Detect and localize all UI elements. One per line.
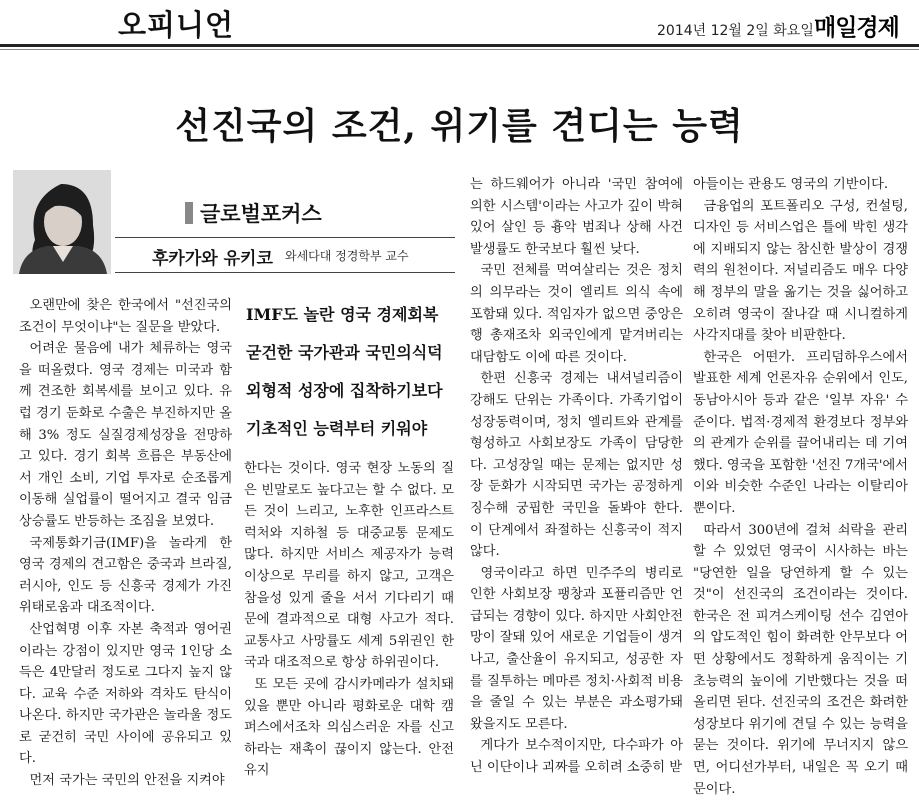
paragraph: 또 모든 곳에 감시카메라가 설치돼 있을 뿐만 아니라 평화로운 대학 캠퍼스에서조차 의심스러운 자를 신고하라는 재촉이 끊이지 않는다. 안전 유지: [244, 674, 454, 782]
paragraph: 따라서 300년에 걸쳐 쇠락을 관리할 수 있었던 영국이 시사하는 바는 "당연한 일을 당연하게 할 수 있는 것"이 선진국의 조건이라는 것이다. 한국은 전 피겨스케이팅 선수 김연아의 압도적인 힘이 화려한 안무보다 어떤 상황에서도 정확하게 움직이는 기초능력의 높이에 기반했다는 것을 떠올리면 된다. 선진국의 조건은 화려한 성장보다 위기에 견딜 수 있는 능력을 묻는 것이다. 위기에 무너지지 않으면, 어디선가부터, 내일은 꼭 오기 때문이다.: [693, 520, 908, 800]
rubric-marker: [185, 202, 193, 224]
pull-quote-line: IMF도 놀란 영국 경제회복: [246, 296, 456, 334]
header-rule-thin: [0, 49, 919, 50]
pull-quote: [246, 296, 456, 448]
paragraph: 금융업의 포트폴리오 구성, 컨설팅, 디자인 등 서비스업은 틀에 박힌 생각에 지배되지 않는 참신한 발상이 경쟁력의 원천이다. 저널리즘도 매우 다양해 정부의 말을 옮기는 것을 싫어하고 오히려 영국이 잘나갈 때 시니컬하게 사각지대를 찾아 비판한다.: [693, 196, 908, 347]
byline-rule-top: [115, 237, 455, 238]
paragraph: 게다가 보수적이지만, 다수파가 아닌 이단이나 괴짜를 오히려 소중히 받: [470, 735, 683, 778]
paragraph: 는 하드웨어가 아니라 '국민 참여에 의한 시스템'이라는 사고가 깊이 박혀 있어 살인 등 흉악 범죄나 상해 사건 발생률도 한국보다 훨씬 낮다.: [470, 174, 683, 260]
paragraph: 국제통화기금(IMF)을 놀라게 한 영국 경제의 견고함은 중국과 브라질, 러시아, 인도 등 신흥국 경제가 가진 위태로움과 대조적이다.: [19, 533, 232, 619]
paragraph: 한다는 것이다. 영국 현장 노동의 질은 빈말로도 높다고는 할 수 없다. 모든 것이 느리고, 노후한 인프라스트럭처와 지하철 등 대중교통 문제도 많다. 하지만 서비스 제공자가 능력 이상으로 무리를 하지 않고, 고객은 참을성 있게 줄을 서서 기다리기 때문에 결과적으로 대형 사고가 적다. 교통사고 사망률도 세계 5위권인 한국과 대조적으로 항상 하위권이다.: [244, 458, 454, 674]
paragraph: 국민 전체를 먹여살리는 것은 정치의 의무라는 것이 엘리트 의식 속에 포함돼 있다. 적임자가 없으면 중앙은행 총재조차 외국인에게 맡겨버리는 대담함도 이에 따른 것이다.: [470, 260, 683, 368]
page-header: [0, 0, 919, 44]
author-name: 후카가와 유키코: [152, 244, 273, 269]
paragraph: 아들이는 관용도 영국의 기반이다.: [693, 174, 908, 196]
column-rubric: 글로벌포커스: [200, 198, 322, 228]
article-column-1: [19, 295, 232, 792]
pull-quote-line: 기초적인 능력부터 키워야: [246, 410, 456, 448]
paragraph: 영국이라고 하면 민주주의 병리로 인한 사회보장 팽창과 포퓰리즘만 언급되는 경향이 있다. 하지만 사회안전망이 잘돼 있어 새로운 기업들이 생겨나고, 출산율이 유지되고, 성공한 자를 질투하는 메마른 정치·사회적 비용을 줄일 수 있는 부분은 과소평가돼 왔을지도 모른다.: [470, 563, 683, 736]
paragraph: 한국은 어떤가. 프리덤하우스에서 발표한 세계 언론자유 순위에서 인도, 동남아시아 등과 같은 '일부 자유' 수준이다. 법적·경제적 환경보다 정부와의 관계가 순위를 끌어내리는 데 기여했다. 영국을 포함한 '선진 7개국'에서 이와 비슷한 수준인 나라는 이탈리아뿐이다.: [693, 347, 908, 520]
article-column-2: [244, 458, 454, 782]
paragraph: 어려운 물음에 내가 체류하는 영국을 떠올렸다. 영국 경제는 미국과 함께 견조한 회복세를 보이고 있다. 유럽 경기 둔화로 수출은 부진하지만 올해 3% 정도 실질경제성장을 전망하고 있다. 경기 회복 흐름은 부동산에서 개인 소비, 기업 투자로 순조롭게 이동해 실업률이 떨어지고 결국 임금상승률도 반등하는 조짐을 보였다.: [19, 338, 232, 532]
pull-quote-line: 굳건한 국가관과 국민의식덕: [246, 334, 456, 372]
paragraph: 오랜만에 찾은 한국에서 "선진국의 조건이 무엇이냐"는 질문을 받았다.: [19, 295, 232, 338]
publication-date: 2014년 12월 2일 화요일: [657, 20, 814, 40]
article-column-3: [470, 174, 683, 779]
headline: 선진국의 조건, 위기를 견디는 능력: [0, 98, 919, 149]
author-portrait-image: [13, 170, 111, 274]
paragraph: 한편 신흥국 경제는 내셔널리즘이 강해도 단위는 가족이다. 가족기업이 성장동력이며, 정치 엘리트와 관계를 형성하고 사회보장도 가족이 담당한다. 고성장일 때는 문제는 없지만 성장 둔화가 시작되면 국가는 공정하게 징수해 궁핍한 국민을 돌봐야 한다. 이 단계에서 좌절하는 신흥국이 적지 않다.: [470, 368, 683, 562]
paragraph: 먼저 국가는 국민의 안전을 지켜야: [19, 770, 232, 792]
paragraph: 산업혁명 이후 자본 축적과 영어권이라는 강점이 있지만 영국 1인당 소득은 4만달러 정도로 그다지 높지 않다. 교육 수준 저하와 격차도 탄식이 나온다. 하지만 국가관은 놀라울 정도로 굳건히 국민 사이에 공유되고 있다.: [19, 619, 232, 770]
author-title: 와세다대 정경학부 교수: [285, 247, 409, 264]
newspaper-name: 매일경제: [814, 9, 899, 42]
author-photo: [13, 170, 111, 274]
header-rule: [0, 44, 919, 47]
pull-quote-line: 외형적 성장에 집착하기보다: [246, 372, 456, 410]
article-column-4: [693, 174, 908, 800]
byline-rule-bottom: [115, 272, 455, 273]
section-title: 오피니언: [118, 3, 234, 44]
